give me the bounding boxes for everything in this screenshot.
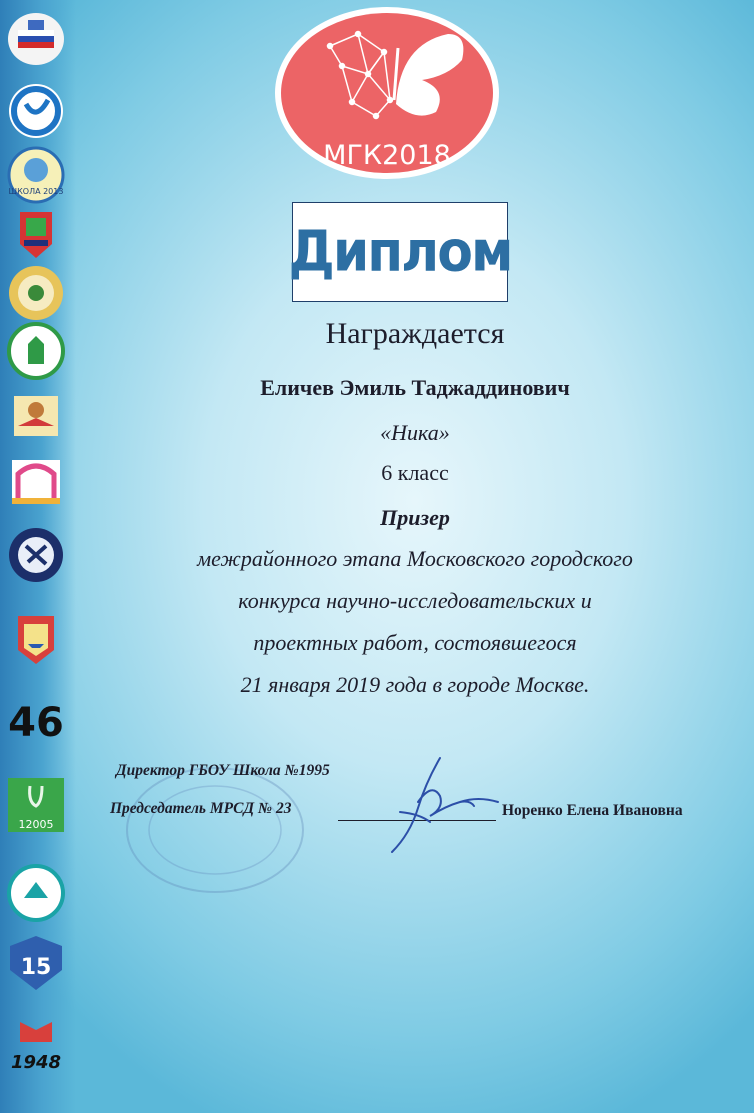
handwritten-signature: [370, 752, 520, 862]
dark-circle-emblem: [6, 526, 66, 584]
award-status: Призер: [380, 505, 450, 530]
mgk-2018-logo: [272, 4, 502, 182]
red-ship-shield-emblem: [6, 610, 66, 668]
awarded-label: Награждается: [325, 317, 505, 350]
book-emblem: [6, 388, 66, 446]
rabbit-12005-emblem: [6, 776, 66, 834]
school-stamp: [120, 760, 310, 900]
russia-flag-emblem: [6, 10, 66, 68]
emblem-strip: [0, 0, 76, 1113]
number-46-emblem: [6, 690, 66, 748]
green-school-emblem: [6, 322, 66, 380]
grade-label: 6 класс: [381, 460, 449, 485]
project-title: «Ника»: [380, 420, 450, 445]
school-2013-emblem: [6, 146, 66, 204]
logo-text: МГК2018: [323, 140, 451, 171]
chair-signature-label: Председатель МРСД № 23: [110, 800, 292, 817]
director-signature-label: Директор ГБОУ Школа №1995: [116, 762, 330, 779]
recipient-name: Еличев Эмиль Таджаддинович: [260, 375, 570, 400]
number-15-emblem: [6, 934, 66, 992]
description-line-2: конкурса научно-исследовательских и: [238, 588, 592, 613]
svg-text:1948: 1948: [10, 1052, 62, 1073]
description-line-4: 21 января 2019 года в городе Москве.: [240, 672, 590, 697]
svg-text:46: 46: [8, 700, 64, 746]
description-line-3: проектных работ, состоявшегося: [253, 630, 577, 655]
svg-text:ШКОЛА 2013: ШКОЛА 2013: [8, 187, 64, 196]
teal-round-emblem: [6, 864, 66, 922]
diploma-title-box: [288, 202, 512, 302]
blue-ring-emblem: [6, 82, 66, 140]
gold-wreath-emblem: [6, 264, 66, 322]
school-1948-emblem: [6, 1016, 66, 1074]
svg-text:15: 15: [20, 955, 52, 980]
red-shield-emblem: [6, 204, 66, 262]
description-line-1: межрайонного этапа Московского городского: [197, 546, 633, 571]
chair-name: Норенко Елена Ивановна: [502, 802, 683, 819]
arch-emblem: [6, 454, 66, 512]
diploma-title: Диплом: [288, 219, 512, 285]
svg-text:12005: 12005: [18, 818, 54, 831]
